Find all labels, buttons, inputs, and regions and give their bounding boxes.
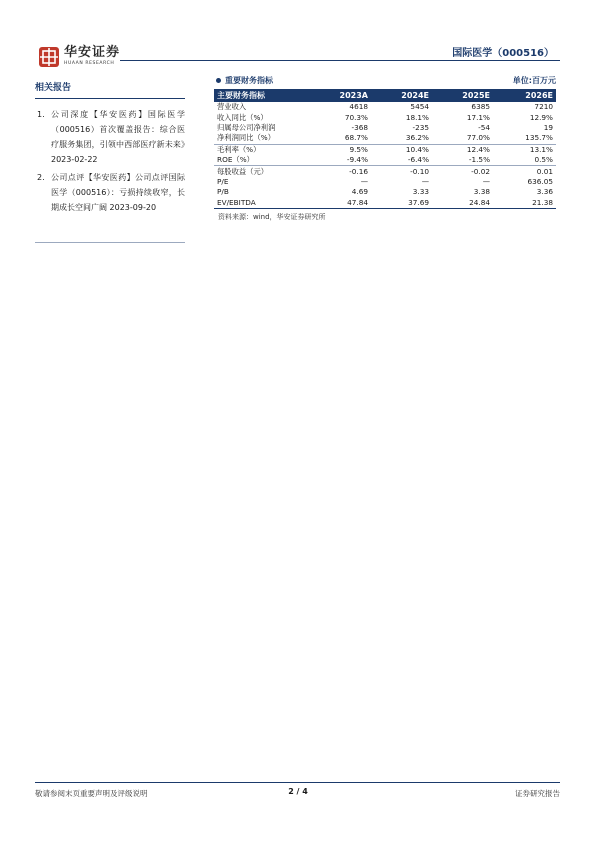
report-text: 公司深度【华安医药】国际医学（000516）首次覆盖报告：综合医疗服务集团，引领中西部医疗新未来》2023-02-22 xyxy=(51,110,185,164)
value-cell: 77.0% xyxy=(466,133,490,143)
value-cell: 10.4% xyxy=(371,144,432,155)
value-cell: -368 xyxy=(351,122,368,132)
year-header-cell: 2024E xyxy=(371,89,432,102)
value-cell: 9.5% xyxy=(310,144,371,155)
report-type-label: 证券研究报告 xyxy=(515,789,560,798)
table-row xyxy=(214,198,556,209)
table-header-row xyxy=(214,89,556,102)
row-label-cell: P/E xyxy=(217,176,229,186)
value-cell: 3.36 xyxy=(536,187,553,197)
value-cell: 4.69 xyxy=(351,187,368,197)
value-cell: -1.5% xyxy=(468,155,490,165)
value-cell: 0.01 xyxy=(493,166,556,177)
value-cell: 0.5% xyxy=(534,155,553,165)
page-header xyxy=(0,0,596,72)
page-number: 2 / 4 xyxy=(288,787,308,796)
table-row xyxy=(214,123,556,133)
table-row xyxy=(214,133,556,144)
financial-indicators-section xyxy=(214,73,556,222)
logo-chinese-text: 华安证券 xyxy=(64,45,121,60)
value-cell: -0.02 xyxy=(432,166,493,177)
value-cell: -6.4% xyxy=(407,155,429,165)
value-cell: 21.38 xyxy=(493,198,556,209)
value-cell: 19 xyxy=(543,122,553,132)
table-row xyxy=(214,112,556,122)
row-label-cell: EV/EBITDA xyxy=(214,198,310,209)
row-label-cell: 营业收入 xyxy=(217,102,247,112)
report-number: 2. xyxy=(37,173,45,182)
value-cell: — xyxy=(360,176,368,186)
value-cell: 135.7% xyxy=(525,133,553,143)
value-cell: 7210 xyxy=(534,102,553,112)
section-title-text: 重要财务指标 xyxy=(225,76,273,85)
table-row xyxy=(214,102,556,112)
value-cell: 36.2% xyxy=(405,133,429,143)
value-cell: -54 xyxy=(478,122,490,132)
value-cell: 3.38 xyxy=(473,187,490,197)
related-report-item[interactable] xyxy=(35,170,185,215)
sidebar-bottom-divider xyxy=(35,242,185,243)
row-label-cell: 净利润同比（%） xyxy=(217,133,276,143)
value-cell: 12.4% xyxy=(432,144,493,155)
value-cell: -9.4% xyxy=(346,155,368,165)
value-cell: 37.69 xyxy=(371,198,432,209)
huaan-logo-icon xyxy=(38,46,60,68)
row-label-cell: 收入同比（%） xyxy=(217,112,268,122)
value-cell: 12.9% xyxy=(529,112,553,122)
table-row xyxy=(214,155,556,166)
value-cell: — xyxy=(421,176,429,186)
related-reports-sidebar xyxy=(35,80,185,218)
year-header-cell: 2025E xyxy=(432,89,493,102)
value-cell: -235 xyxy=(412,122,429,132)
value-cell: 47.84 xyxy=(310,198,371,209)
table-row xyxy=(214,166,556,177)
year-header-cell: 2023A xyxy=(310,89,371,102)
logo-english-text: HUAAN RESEARCH xyxy=(64,61,115,66)
table-row xyxy=(214,144,556,155)
unit-label: 单位:百万元 xyxy=(512,76,556,85)
value-cell: 68.7% xyxy=(344,133,368,143)
row-label-cell: 归属母公司净利润 xyxy=(217,122,276,132)
section-header xyxy=(214,73,556,87)
value-cell: 17.1% xyxy=(466,112,490,122)
document-title: 国际医学（000516） xyxy=(452,48,554,59)
report-number: 1. xyxy=(37,110,45,119)
related-reports-list xyxy=(35,107,185,215)
value-cell: -0.16 xyxy=(310,166,371,177)
bullet-icon xyxy=(216,78,221,83)
table-row xyxy=(214,177,556,187)
value-cell: 13.1% xyxy=(493,144,556,155)
value-cell: 4618 xyxy=(349,102,368,112)
value-cell: -0.10 xyxy=(371,166,432,177)
value-cell: — xyxy=(482,176,490,186)
financial-table xyxy=(214,89,556,209)
row-label-cell: P/B xyxy=(217,187,229,197)
data-source-note: 资料来源：wind，华安证券研究所 xyxy=(218,212,326,221)
value-cell: 3.33 xyxy=(412,187,429,197)
year-header-cell: 2026E xyxy=(493,89,556,102)
section-title xyxy=(214,75,273,86)
value-cell: 5454 xyxy=(410,102,429,112)
related-reports-title: 相关报告 xyxy=(35,80,185,99)
value-cell: 18.1% xyxy=(405,112,429,122)
value-cell: 70.3% xyxy=(344,112,368,122)
report-text: 公司点评【华安医药】公司点评国际医学（000516）：亏损持续收窄，长期成长空间广阔 2023-09-20 xyxy=(51,173,185,212)
table-row xyxy=(214,187,556,197)
value-cell: 6385 xyxy=(471,102,490,112)
row-label-cell: ROE（%） xyxy=(217,155,254,165)
value-cell: 636.05 xyxy=(527,176,553,186)
disclaimer-note: 敬请参阅末页重要声明及评级说明 xyxy=(35,789,148,798)
value-cell: 24.84 xyxy=(432,198,493,209)
footer-divider xyxy=(35,782,560,783)
company-logo xyxy=(38,46,120,68)
header-label-cell: 主要财务指标 xyxy=(214,89,310,102)
row-label-cell: 每股收益（元） xyxy=(214,166,310,177)
row-label-cell: 毛利率（%） xyxy=(214,144,310,155)
related-report-item[interactable] xyxy=(35,107,185,167)
financial-table-body xyxy=(214,102,556,208)
header-divider xyxy=(120,60,560,61)
